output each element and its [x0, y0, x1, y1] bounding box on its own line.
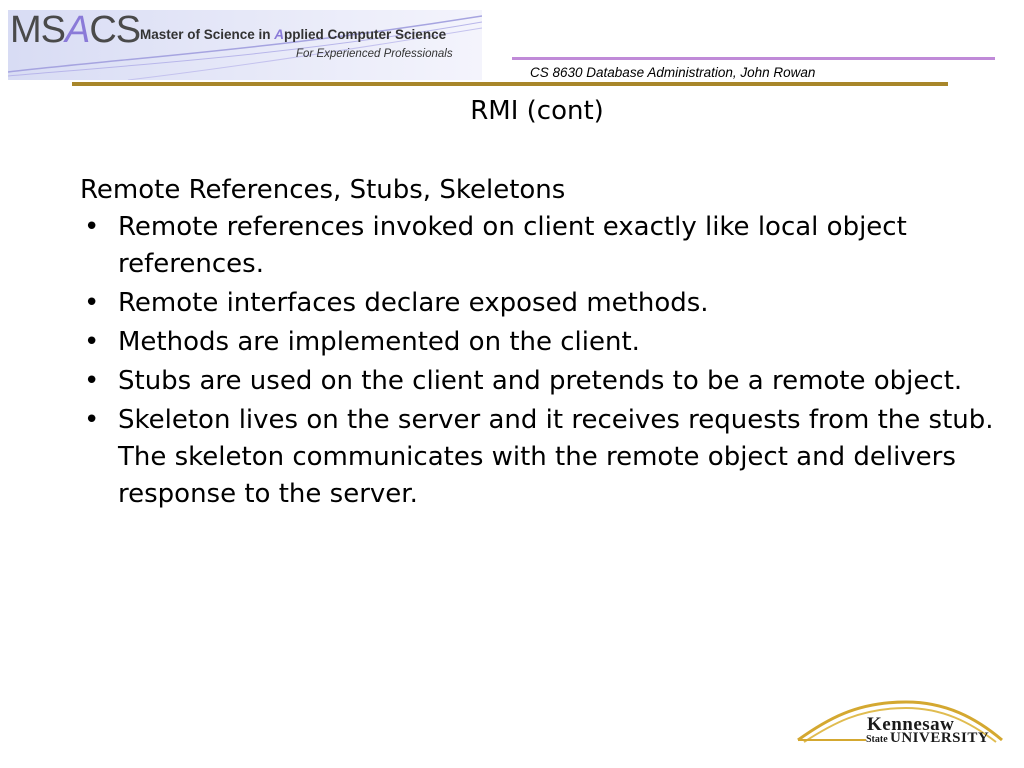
bullet-icon: •: [84, 212, 100, 242]
bullet-list: [80, 209, 1000, 513]
slide-title: RMI (cont): [470, 96, 604, 126]
university-logo-state: State: [866, 734, 888, 745]
header-divider-line: [512, 57, 995, 60]
bullet-item: [80, 285, 1000, 322]
bullet-item: [80, 324, 1000, 361]
bullet-icon: •: [84, 327, 100, 357]
logo-tagline: For Experienced Professionals: [296, 48, 453, 60]
bullet-icon: •: [84, 405, 100, 435]
bullet-icon: •: [84, 366, 100, 396]
logo-msacs-text: MSACS: [10, 9, 141, 51]
bullet-item: [80, 363, 1000, 400]
bullet-text: Skeleton lives on the server and it receives requests from the stub. The skeleton communicates with the remote object and delivers response to the server.: [118, 405, 994, 509]
bullet-text: Remote interfaces declare exposed methods.: [118, 288, 709, 318]
university-logo-name: Kennesaw: [867, 714, 955, 735]
section-heading: Remote References, Stubs, Skeletons: [80, 175, 566, 205]
bullet-text: Remote references invoked on client exactly like local object references.: [118, 212, 907, 279]
slide-body: [80, 172, 1000, 515]
bullet-text: Stubs are used on the client and pretends to be a remote object.: [118, 366, 963, 396]
bullet-item: [80, 402, 1000, 513]
title-rule: [72, 82, 948, 86]
bullet-icon: •: [84, 288, 100, 318]
university-logo-university: UNIVERSITY: [890, 730, 990, 746]
logo-degree-name: Master of Science in Applied Computer Science: [140, 27, 447, 42]
bullet-item: [80, 209, 1000, 283]
bullet-text: Methods are implemented on the client.: [118, 327, 640, 357]
course-title: CS 8630 Database Administration, John Rowan: [530, 65, 816, 80]
